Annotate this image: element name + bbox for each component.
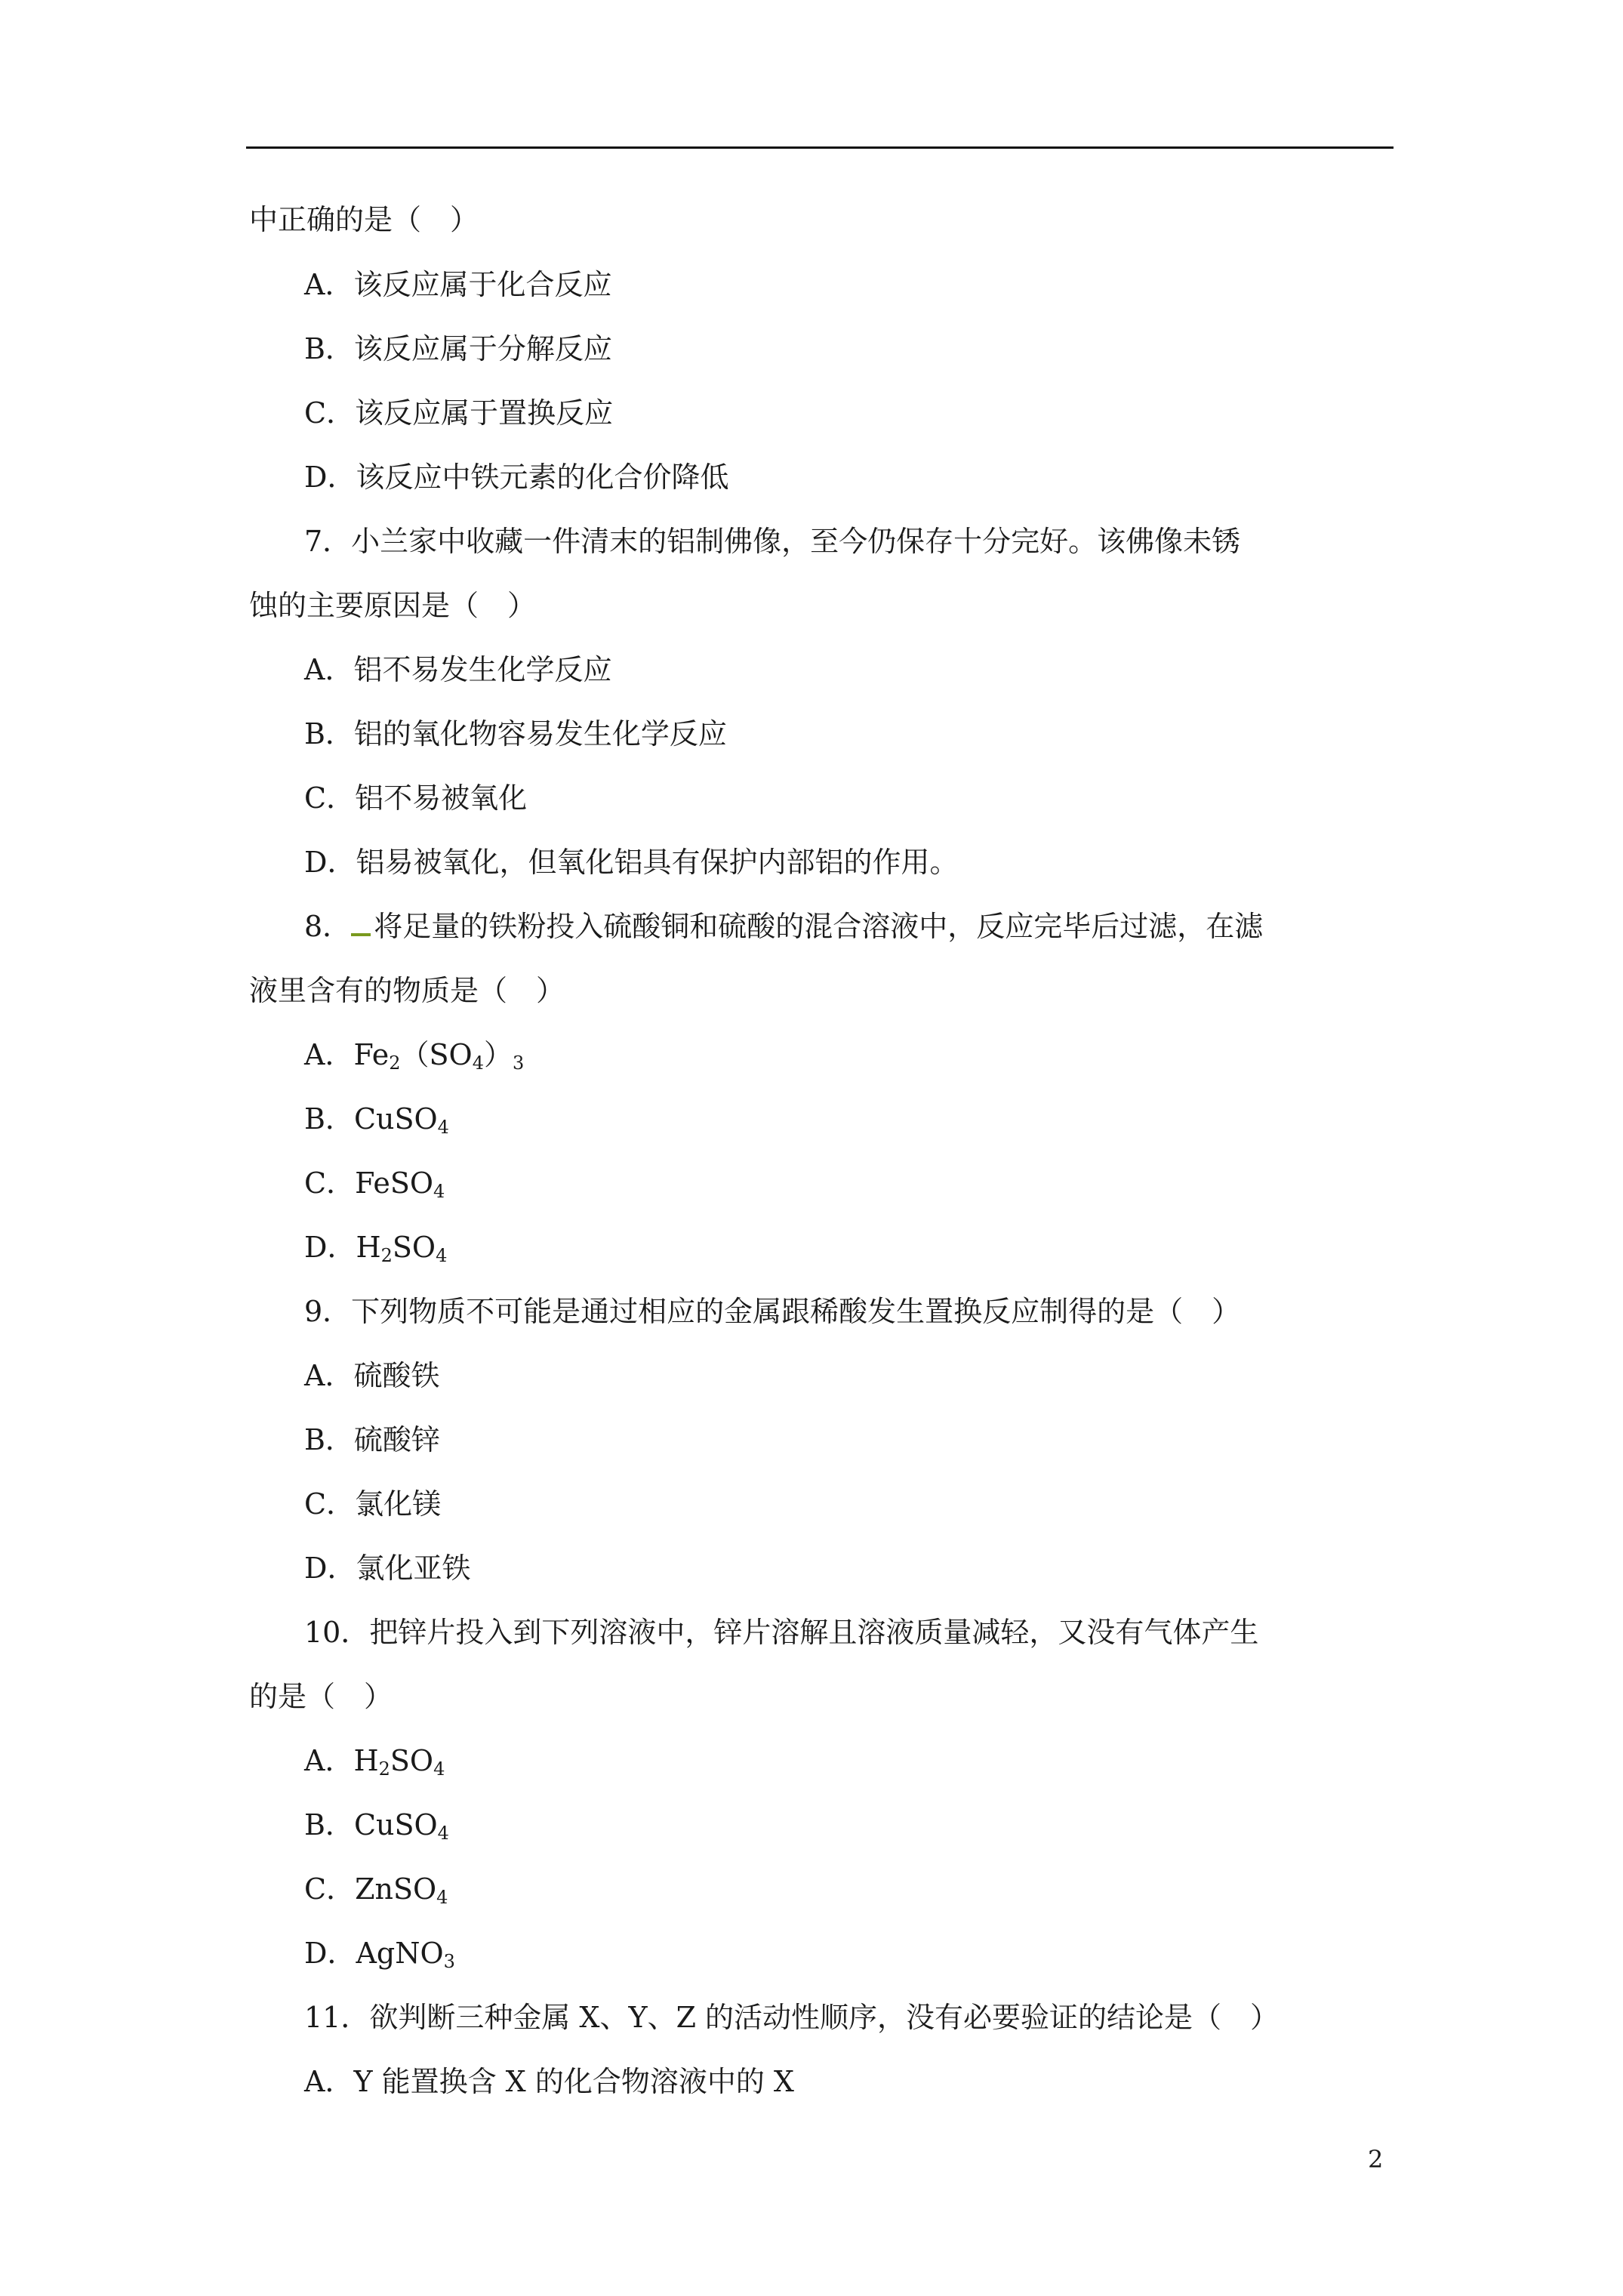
question-8-number: 8．: [304, 910, 352, 943]
question-7-option-c: C．铝不易被氧化: [304, 781, 528, 815]
question-6-option-d: D．该反应中铁元素的化合价降低: [304, 461, 729, 494]
question-11-option-a: A．Y 能置换含 X 的化合物溶液中的 X: [304, 2065, 794, 2098]
question-10-stem-line2: 的是（ ）: [249, 1680, 393, 1713]
question-8-option-c: C．FeSO$_4$: [304, 1166, 445, 1202]
question-7-stem-line2: 蚀的主要原因是（ ）: [249, 589, 537, 622]
question-9-stem: 9．下列物质不可能是通过相应的金属跟稀酸发生置换反应制得的是（ ）: [304, 1295, 1241, 1328]
question-7-stem-line1: 7．小兰家中收藏一件清末的铝制佛像，至今仍保存十分完好。该佛像未锈: [304, 525, 1241, 558]
header-rule: [246, 146, 1394, 149]
question-9-option-d: D．氯化亚铁: [304, 1552, 471, 1585]
question-9-option-c: C．氯化镁: [304, 1487, 442, 1521]
question-8-stem-line1: [304, 908, 1263, 945]
question-8-stem-text: 将足量的铁粉投入硫酸铜和硫酸的混合溶液中，反应完毕后过滤，在滤: [374, 910, 1264, 943]
question-11-stem: 11．欲判断三种金属 X、Y、Z 的活动性顺序，没有必要验证的结论是（ ）: [304, 2001, 1280, 2034]
question-10-option-c: C．ZnSO$_4$: [304, 1872, 448, 1908]
question-6-continuation: 中正确的是（ ）: [249, 203, 479, 236]
question-10-option-b: B．CuSO$_4$: [304, 1808, 449, 1844]
question-7-option-a: A．铝不易发生化学反应: [304, 653, 612, 686]
question-10-option-d: D．AgNO$_3$: [304, 1937, 455, 1972]
question-6-option-c: C．该反应属于置换反应: [304, 396, 614, 430]
question-9-option-a: A．硫酸铁: [304, 1359, 440, 1392]
question-8-option-b: B．CuSO$_4$: [304, 1102, 449, 1138]
question-10-option-a: A．$H_2SO_4$: [304, 1744, 445, 1780]
question-8-option-a: A．$Fe_2(SO_4)_3$: [304, 1038, 525, 1074]
question-8-option-d: D．$H_2SO_4$: [304, 1231, 448, 1266]
question-7-option-d: D．铝易被氧化，但氧化铝具有保护内部铝的作用。: [304, 846, 959, 879]
page-number: 2: [1368, 2145, 1384, 2174]
question-10-stem-line1: 10．把锌片投入到下列溶液中，锌片溶解且溶液质量减轻，又没有气体产生: [304, 1616, 1259, 1649]
question-8-stem-line2: 液里含有的物质是（ ）: [249, 974, 565, 1007]
question-9-option-b: B．硫酸锌: [304, 1423, 440, 1456]
question-6-option-b: B．该反应属于分解反应: [304, 332, 612, 365]
edit-mark: [351, 911, 371, 936]
question-7-option-b: B．铝的氧化物容易发生化学反应: [304, 717, 727, 750]
question-6-option-a: A．该反应属于化合反应: [304, 268, 612, 301]
